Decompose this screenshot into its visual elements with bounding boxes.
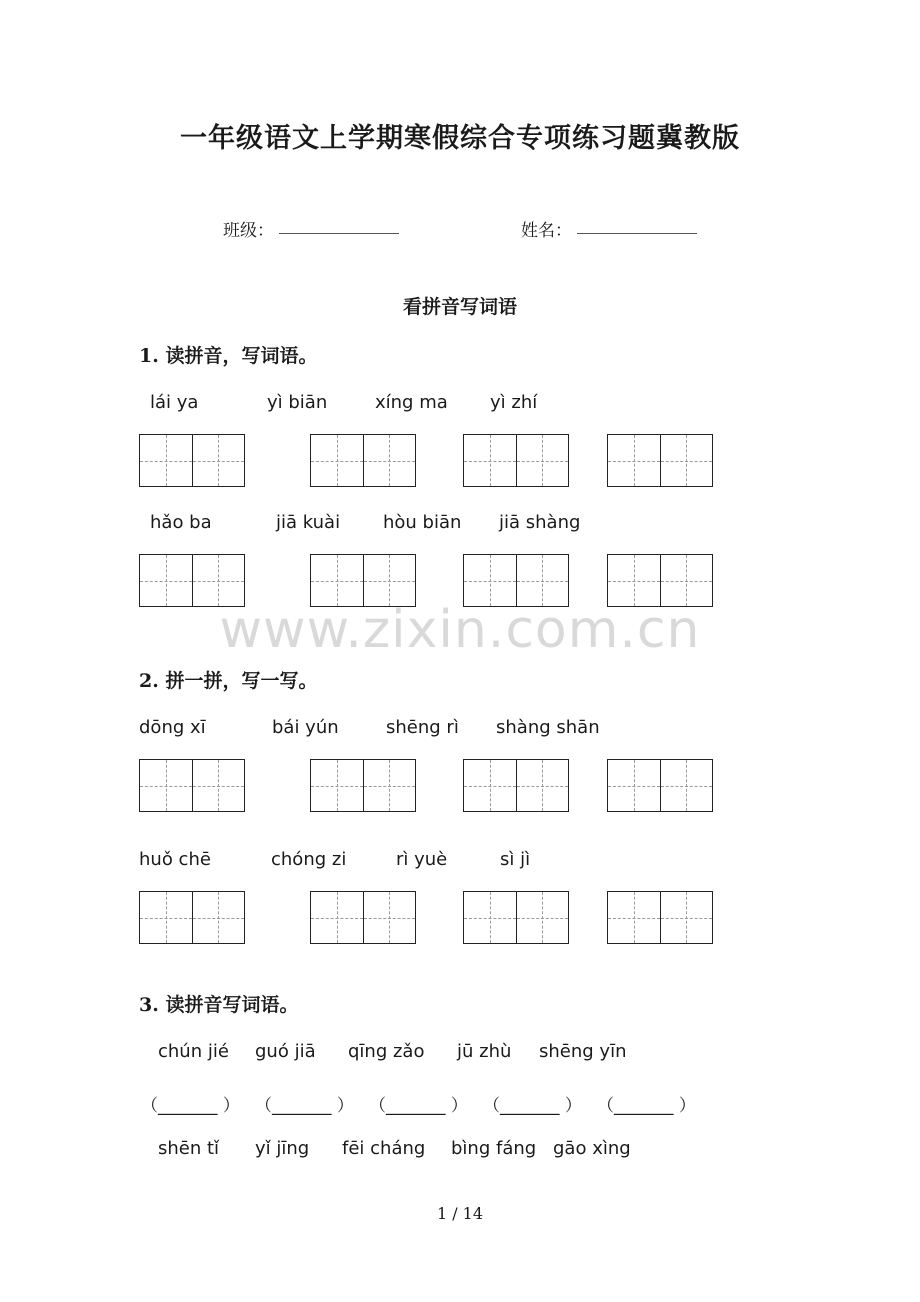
- pinyin-label: qīng zǎo: [348, 1041, 425, 1062]
- pinyin-label: bái yún: [272, 717, 339, 738]
- answer-blank[interactable]: （_______ ）: [255, 1096, 354, 1116]
- pinyin-label: chún jié: [158, 1041, 229, 1062]
- pinyin-label: hǎo ba: [150, 512, 212, 533]
- pinyin-label: yì zhí: [490, 392, 538, 413]
- name-label: 姓名：: [521, 221, 572, 241]
- writing-grid[interactable]: [607, 891, 713, 944]
- writing-grid[interactable]: [310, 434, 416, 487]
- pinyin-label: shēn tǐ: [158, 1138, 220, 1159]
- pinyin-label: bìng fáng: [451, 1138, 537, 1159]
- pinyin-label: hòu biān: [383, 512, 462, 533]
- pinyin-label: shēng yīn: [539, 1041, 627, 1062]
- pinyin-label: sì jì: [500, 849, 531, 870]
- answer-blank[interactable]: （_______ ）: [369, 1096, 468, 1116]
- writing-grid[interactable]: [607, 759, 713, 812]
- writing-grid[interactable]: [463, 759, 569, 812]
- answer-blank[interactable]: （_______ ）: [141, 1096, 240, 1116]
- pinyin-label: fēi cháng: [342, 1138, 426, 1159]
- writing-grid[interactable]: [139, 759, 245, 812]
- pinyin-label: yì biān: [267, 392, 328, 413]
- answer-blank[interactable]: （_______ ）: [597, 1096, 696, 1116]
- writing-grid[interactable]: [310, 759, 416, 812]
- pinyin-label: jū zhù: [457, 1041, 512, 1062]
- writing-grid[interactable]: [463, 891, 569, 944]
- pinyin-label: shēng rì: [386, 717, 459, 738]
- pinyin-label: dōng xī: [139, 717, 206, 738]
- pinyin-label: jiā shàng: [499, 512, 581, 533]
- writing-grid[interactable]: [139, 891, 245, 944]
- pinyin-label: huǒ chē: [139, 849, 211, 870]
- answer-blank[interactable]: （_______ ）: [483, 1096, 582, 1116]
- pinyin-label: guó jiā: [255, 1041, 316, 1062]
- pinyin-label: lái ya: [150, 392, 199, 413]
- pinyin-label: shàng shān: [496, 717, 600, 738]
- pinyin-label: rì yuè: [396, 849, 448, 870]
- pinyin-label: jiā kuài: [276, 512, 341, 533]
- writing-grid[interactable]: [607, 434, 713, 487]
- pinyin-label: xíng ma: [375, 392, 448, 413]
- class-blank-line: [279, 233, 399, 234]
- document-title: 一年级语文上学期寒假综合专项练习题冀教版: [180, 123, 740, 154]
- class-label: 班级：: [223, 221, 274, 241]
- question-2-title: 2. 拼一拼，写一写。: [139, 670, 318, 692]
- writing-grid[interactable]: [463, 434, 569, 487]
- question-1-title: 1. 读拼音，写词语。: [139, 345, 318, 367]
- writing-grid[interactable]: [139, 434, 245, 487]
- pinyin-label: gāo xìng: [553, 1138, 631, 1159]
- question-3-title: 3. 读拼音写词语。: [139, 994, 299, 1016]
- page-number: 1 / 14: [436, 1204, 484, 1223]
- section-title: 看拼音写词语: [402, 296, 517, 318]
- watermark: www.zixin.com.cn: [219, 600, 701, 660]
- name-blank-line: [577, 233, 697, 234]
- writing-grid[interactable]: [310, 891, 416, 944]
- pinyin-label: chóng zi: [271, 849, 347, 870]
- pinyin-label: yǐ jīng: [255, 1138, 310, 1159]
